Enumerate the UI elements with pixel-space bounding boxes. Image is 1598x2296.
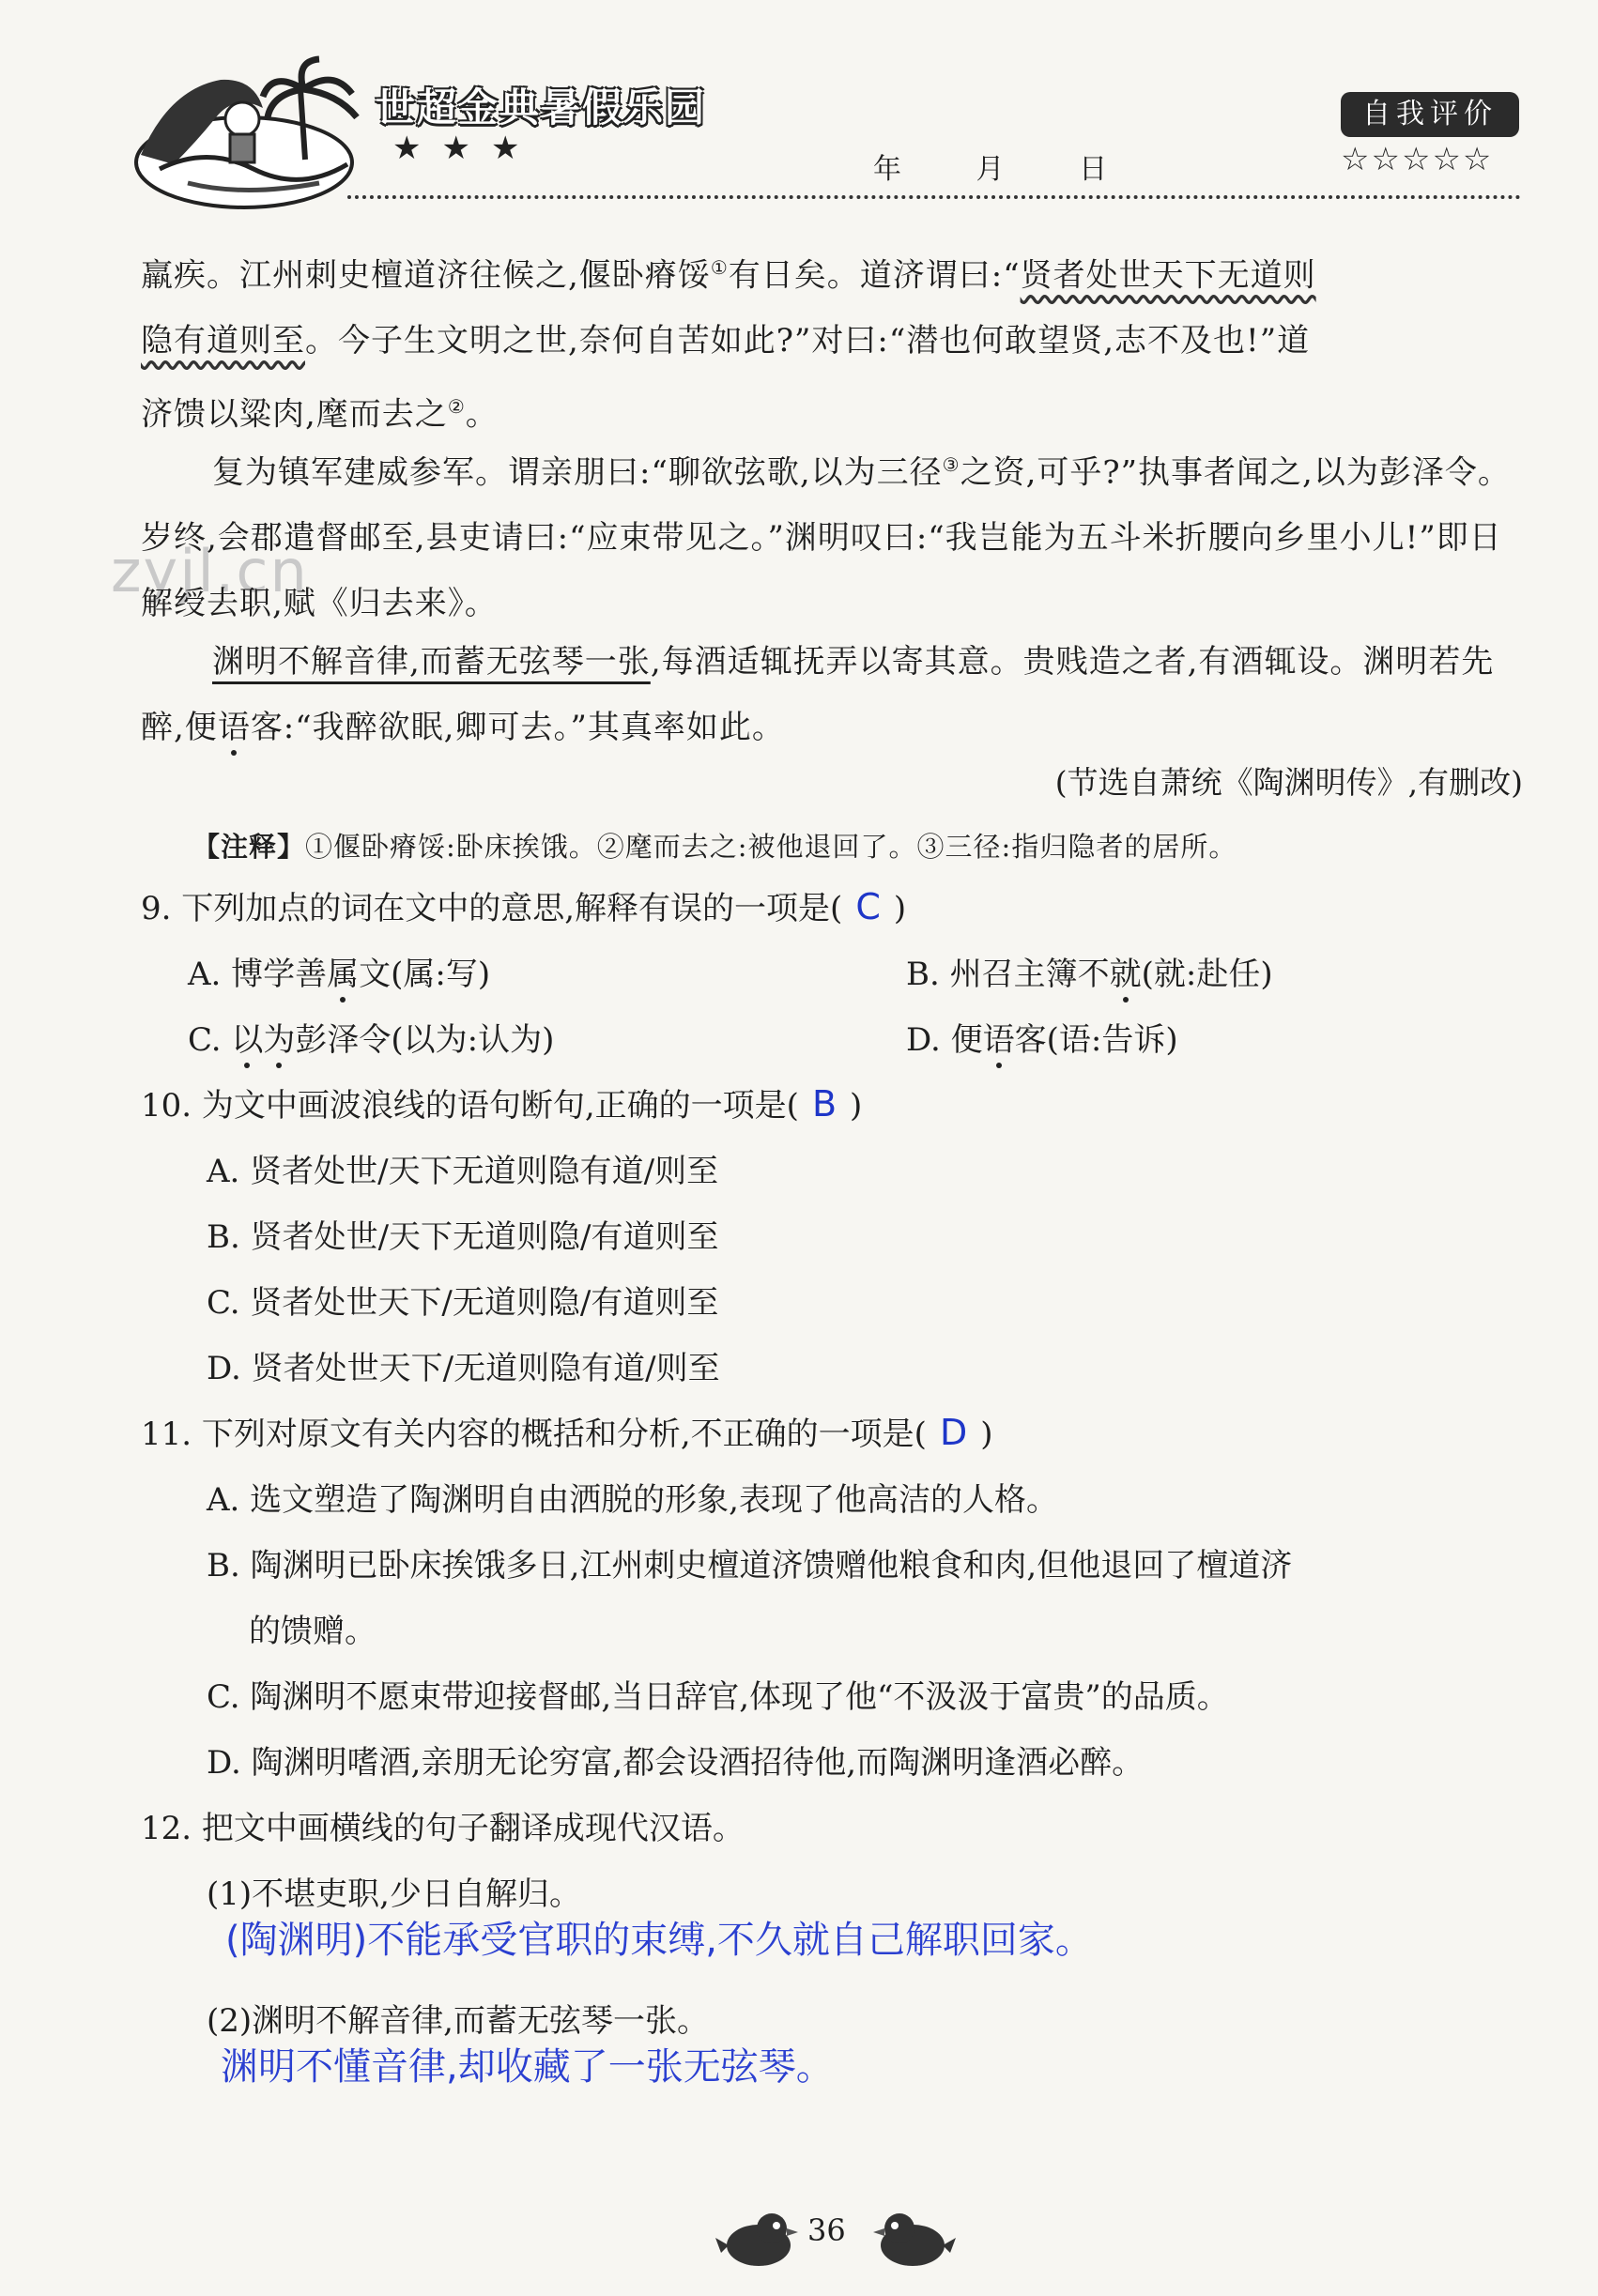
- stem-text: ): [893, 890, 907, 927]
- passage-paragraph-1: [141, 235, 1530, 448]
- stem-text: ): [980, 1416, 993, 1453]
- option-text: 彭泽令(以为:认为): [295, 1021, 555, 1059]
- passage-text: 。今子生文明之世,奈何自苦如此?”对曰:“潜也何敢望贤,志不及也!”道: [305, 322, 1311, 360]
- stem-text: 10. 为文中画波浪线的语句断句,正确的一项是(: [141, 1087, 799, 1125]
- q10-option-b[interactable]: B. 贤者处世/天下无道则隐/有道则至: [207, 1218, 719, 1256]
- passage-source: (节选自萧统《陶渊明传》,有删改): [1054, 764, 1523, 801]
- brand-title: 世超金典暑假乐园: [376, 84, 707, 130]
- answer-mark: D: [939, 1412, 968, 1453]
- passage-notes: [192, 826, 1237, 865]
- q10-option-a[interactable]: A. 贤者处世/天下无道则隐有道/则至: [207, 1153, 719, 1190]
- q11-option-b-cont: 的馈赠。: [249, 1613, 376, 1650]
- q11-option-c[interactable]: C. 陶渊明不愿束带迎接督邮,当日辞官,体现了他“不汲汲于富贵”的品质。: [207, 1678, 1229, 1716]
- self-eval-badge: 自我评价: [1341, 92, 1519, 137]
- dotted-word: 就: [1109, 956, 1142, 993]
- underlined-sentence: 渊明不解音律,而蓄无弦琴一张: [212, 643, 651, 681]
- note-marker: ②: [447, 395, 466, 419]
- watermark: zyjl.cn: [111, 537, 309, 605]
- passage-text: ,每酒适辄抚弄以寄其意。贵贱造之者,有酒辄设。渊明若先醉,便: [141, 643, 1495, 746]
- q9-option-d[interactable]: [906, 1014, 1178, 1060]
- passage-text: 客:“我醉欲眠,卿可去。”其真率如此。: [250, 709, 785, 746]
- page-number: 36: [807, 2212, 846, 2248]
- question-10-stem: [141, 1079, 862, 1125]
- q9-option-b[interactable]: [906, 948, 1273, 994]
- q11-option-b[interactable]: B. 陶渊明已卧床挨饿多日,江州刺史檀道济馈赠他粮食和肉,但他退回了檀道济: [207, 1547, 1293, 1584]
- passage-text: 有日矣。道济谓曰:“: [728, 256, 1021, 295]
- option-text: D. 便: [906, 1021, 983, 1059]
- q11-option-d[interactable]: D. 陶渊明嗜酒,亲朋无论穷富,都会设酒招待他,而陶渊明逢酒必醉。: [207, 1744, 1145, 1782]
- option-text: C.: [188, 1021, 232, 1059]
- q10-option-d[interactable]: D. 贤者处世天下/无道则隐有道/则至: [207, 1350, 720, 1387]
- dotted-word: 为: [263, 1021, 296, 1059]
- passage-text: 。: [465, 395, 499, 434]
- q11-option-a[interactable]: A. 选文塑造了陶渊明自由洒脱的形象,表现了他高洁的人格。: [207, 1481, 1058, 1519]
- q10-option-c[interactable]: C. 贤者处世天下/无道则隐/有道则至: [207, 1284, 719, 1322]
- q9-option-a[interactable]: [188, 948, 490, 994]
- option-text: B. 州召主簿不: [906, 956, 1110, 993]
- header-divider: [347, 195, 1521, 199]
- dotted-word: 语: [982, 1021, 1015, 1059]
- date-line: 年 月 日: [873, 153, 1108, 186]
- note-marker: ③: [942, 453, 960, 476]
- option-text: A. 博学善: [188, 956, 328, 993]
- passage-text: 复为镇军建威参军。谓亲朋曰:“聊欲弦歌,以为三径: [212, 453, 943, 492]
- notes-label: 【注释】: [192, 831, 306, 863]
- option-text: 文(属:写): [359, 956, 491, 993]
- passage-text: 济馈以粱肉,麾而去之: [141, 395, 448, 434]
- question-12-stem: 12. 把文中画横线的句子翻译成现代汉语。: [141, 1810, 745, 1847]
- passage-paragraph-2: [141, 432, 1530, 636]
- dotted-word: 属: [327, 956, 360, 993]
- passage-text: 羸疾。江州刺史檀道济往候之,偃卧瘠馁: [141, 256, 711, 295]
- option-text: 客(语:告诉): [1014, 1021, 1178, 1059]
- answer-mark: B: [811, 1083, 837, 1125]
- question-11-stem: [141, 1408, 992, 1454]
- bird-right-icon: [873, 2206, 958, 2272]
- dotted-word: 以: [231, 1021, 264, 1059]
- island-logo-icon: [131, 52, 385, 216]
- q12-sentence-1: (1)不堪吏职,少日自解归。: [207, 1875, 581, 1913]
- brand-stars-icon: ★★★: [392, 130, 541, 167]
- note-marker: ①: [710, 256, 729, 279]
- wavy-sentence: 隐有道则至: [141, 322, 305, 360]
- passage-paragraph-3: [141, 629, 1530, 760]
- bird-left-icon: [714, 2206, 798, 2272]
- q12-answer-2[interactable]: 渊明不懂音律,却收藏了一张无弦琴。: [221, 2045, 834, 2089]
- option-text: (就:赴任): [1141, 956, 1273, 993]
- dotted-word: 语: [217, 709, 251, 746]
- q12-sentence-2: (2)渊明不解音律,而蓄无弦琴一张。: [207, 2002, 709, 2040]
- rating-stars[interactable]: ☆☆☆☆☆: [1341, 141, 1494, 178]
- question-9-stem: [141, 882, 906, 928]
- notes-text: ①偃卧瘠馁:卧床挨饿。②麾而去之:被他退回了。③三径:指归隐者的居所。: [305, 831, 1237, 863]
- passage-text: 之资,可乎?”执事者闻之,以为彭泽令。岁终,会郡遣督邮至,县吏请曰:“应束带见之。”渊明叹曰:“我岂能为五斗米折腰向乡里小儿!”即日解绶去职,赋《归去来》。: [141, 453, 1511, 623]
- wavy-sentence: 贤者处世天下无道则: [1020, 256, 1316, 295]
- stem-text: ): [850, 1087, 863, 1125]
- stem-text: 11. 下列对原文有关内容的概括和分析,不正确的一项是(: [141, 1416, 927, 1453]
- stem-text: 9. 下列加点的词在文中的意思,解释有误的一项是(: [141, 890, 843, 927]
- q9-option-c[interactable]: [188, 1014, 554, 1060]
- answer-mark: C: [855, 886, 881, 927]
- q12-answer-1[interactable]: (陶渊明)不能承受官职的束缚,不久就自己解职回家。: [225, 1919, 1093, 1962]
